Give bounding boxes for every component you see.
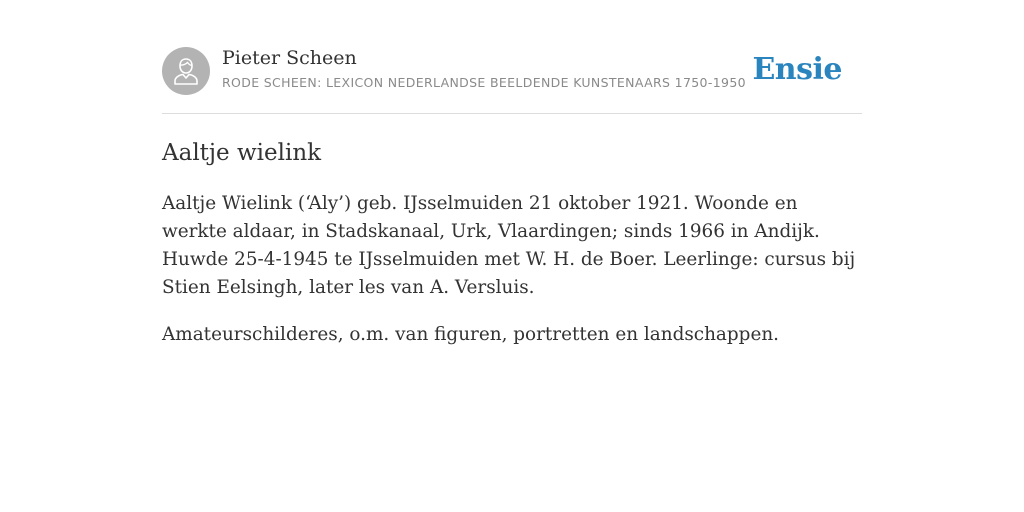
author-avatar[interactable]	[162, 47, 210, 95]
paragraph-description: Amateurschilderes, o.m. van figuren, portretten en landschappen.	[162, 324, 780, 345]
ensie-logo[interactable]: Ensie	[752, 52, 842, 87]
user-icon	[174, 57, 198, 85]
source-title[interactable]: RODE SCHEEN: LEXICON NEDERLANDSE BEELDENDE KUNSTENAARS 1750-1950	[222, 75, 746, 90]
article-body	[162, 190, 862, 368]
article-title: Aaltje wielink	[162, 140, 322, 166]
paragraph-biography: Aaltje Wielink (‘Aly’) geb. IJsselmuiden 21 oktober 1921. Woonde en werkte aldaar, in Stadskanaal, Urk, Vlaardingen; sinds 1966 in Andijk. Huwde 25-4-1945 te IJsselmuiden met W. H. de Boer. Leerlinge: cursus bij Stien Eelsingh, later les van A. Versluis.	[162, 193, 856, 298]
header-divider	[162, 113, 862, 114]
author-name[interactable]: Pieter Scheen	[222, 47, 357, 69]
article-header	[162, 46, 862, 96]
